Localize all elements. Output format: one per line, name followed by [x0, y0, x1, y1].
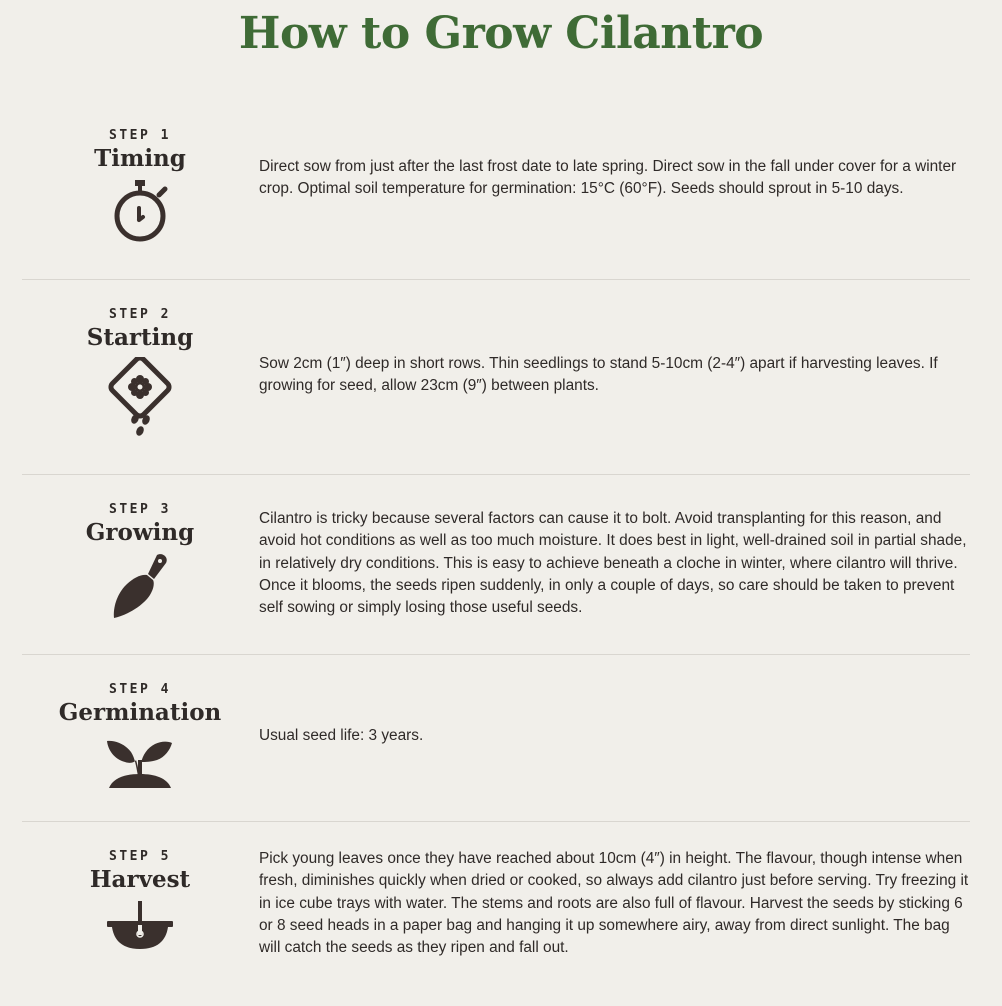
step-number: STEP 3 [109, 502, 171, 517]
step-name: Harvest [89, 866, 191, 893]
step-header [22, 307, 258, 441]
step-number: STEP 1 [109, 128, 171, 143]
step-description: Usual seed life: 3 years. [259, 727, 424, 744]
step-growing [22, 475, 970, 655]
step-description: Pick young leaves once they have reached about 10cm (4″) in height. The flavour, though intense when fresh, diminishes quickly when dried or cooked, so always add cilantro just before serving. Try freezing it in ice cube trays with water. The stems and roots are also full of flavour. Harvest the seeds by sticking 6 or 8 seed heads in a paper bag and hanging it up somewhere airy, away from direct sunlight. The bag will catch the seeds as they ripen and fall out. [259, 850, 969, 957]
step-name: Starting [86, 324, 194, 351]
step-header [22, 502, 258, 622]
step-description: Sow 2cm (1″) deep in short rows. Thin seedlings to stand 5-10cm (2-4″) apart if harvesting leaves. If growing for seed, allow 23cm (9″) between plants. [259, 355, 938, 395]
step-number: STEP 5 [109, 849, 171, 864]
step-header [22, 849, 258, 955]
stopwatch-icon [110, 178, 170, 244]
step-name: Germination [58, 699, 222, 726]
step-description: Direct sow from just after the last frost date to late spring. Direct sow in the fall under cover for a winter crop. Optimal soil temperature for germination: 15°C (60°F). Seeds should sprout in 5-10 days. [259, 158, 957, 198]
step-number: STEP 4 [109, 682, 171, 697]
basket-icon [105, 899, 175, 955]
page-title: How to Grow Cilantro [238, 8, 764, 59]
step-name: Timing [94, 145, 186, 172]
step-harvest [22, 822, 970, 1006]
step-name: Growing [85, 519, 195, 546]
step-header [22, 682, 258, 790]
step-germination [22, 655, 970, 822]
step-header [22, 128, 258, 244]
step-number: STEP 2 [109, 307, 171, 322]
step-starting [22, 280, 970, 475]
step-timing [22, 80, 970, 280]
sprout-icon [105, 732, 175, 790]
seed-packet-icon [105, 357, 175, 441]
step-description: Cilantro is tricky because several factors can cause it to bolt. Avoid transplanting for this reason, and avoid hot conditions as well as too much moisture. It does best in light, well-drained soil in partial shade, in relatively dry conditions. This is easy to achieve beneath a cloche in winter, where cilantro will thrive. Once it blooms, the seeds ripen suddenly, in only a couple of days, so care should be taken to prevent self sowing or simply losing those useful seeds. [259, 510, 967, 617]
trowel-icon [105, 552, 175, 622]
